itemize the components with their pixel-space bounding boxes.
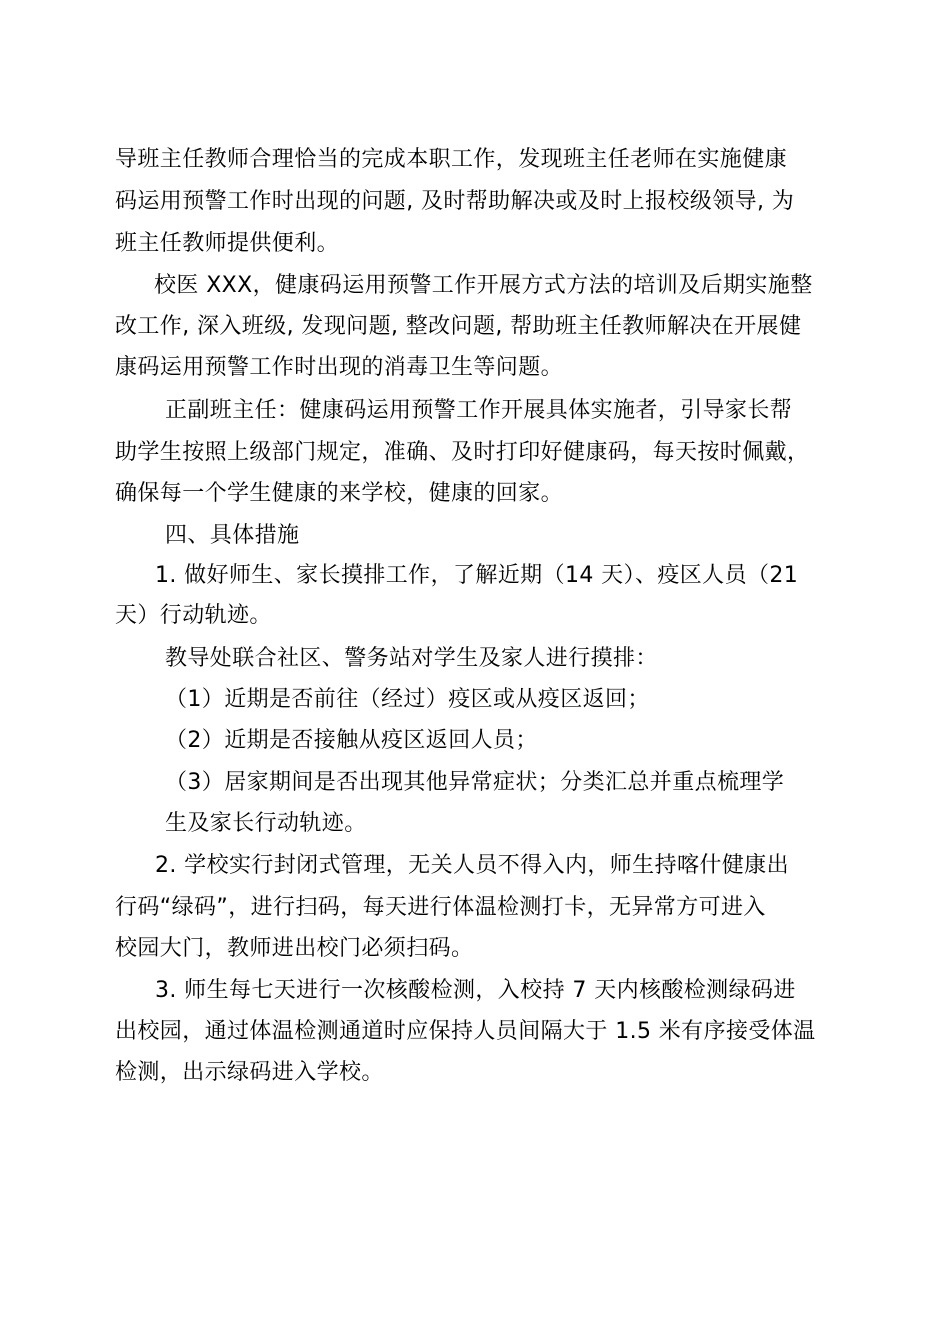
paragraph-2-line-3: 康码运用预警工作时出现的消毒卫生等问题。: [115, 355, 564, 380]
paragraph-1-line-1: 导班主任教师合理恰当的完成本职工作，发现班主任老师在实施健康: [115, 147, 788, 172]
paragraph-1-line-3: 班主任教师提供便利。: [115, 231, 340, 256]
paragraph-3-line-3: 确保每一个学生健康的来学校，健康的回家。: [115, 481, 564, 506]
sub-item-3-line-2: 生及家长行动轨迹。: [165, 811, 367, 836]
item-1-line-1: 1. 做好师生、家长摸排工作，了解近期（14 天）、疫区人员（21: [155, 563, 799, 588]
item-1-line-2: 天）行动轨迹。: [115, 603, 272, 628]
item-3-line-3: 检测，出示绿码进入学校。: [115, 1060, 384, 1085]
item-3-line-2: 出校园，通过体温检测通道时应保持人员间隔大于 1.5 米有序接受体温: [115, 1019, 816, 1044]
sub-item-1: （1）近期是否前往（经过）疫区或从疫区返回；: [165, 687, 650, 712]
item-2-line-2: 行码“绿码”，进行扫码，每天进行体温检测打卡，无异常方可进入: [115, 895, 766, 920]
item-2-line-3: 校园大门，教师进出校门必须扫码。: [115, 936, 474, 961]
paragraph-2-line-2: 改工作, 深入班级, 发现问题, 整改问题, 帮助班主任教师解决在开展健: [115, 314, 802, 339]
section-heading: 四、具体措施: [165, 523, 300, 548]
paragraph-2-line-1: 校医 XXX，健康码运用预警工作开展方式方法的培训及后期实施整: [154, 273, 813, 298]
item-2-line-1: 2. 学校实行封闭式管理，无关人员不得入内，师生持喀什健康出: [155, 853, 789, 878]
sub-item-3-line-1: （3）居家期间是否出现其他异常症状；分类汇总并重点梳理学: [165, 770, 785, 795]
paragraph-3-line-1: 正副班主任：健康码运用预警工作开展具体实施者，引导家长帮: [165, 398, 793, 423]
sub-item-2: （2）近期是否接触从疫区返回人员；: [165, 728, 538, 753]
item-1-intro: 教导处联合社区、警务站对学生及家人进行摸排：: [165, 646, 658, 671]
paragraph-1-line-2: 码运用预警工作时出现的问题, 及时帮助解决或及时上报校级领导, 为: [115, 189, 795, 214]
paragraph-3-line-2: 助学生按照上级部门规定，准确、及时打印好健康码，每天按时佩戴，: [115, 440, 810, 465]
item-3-line-1: 3. 师生每七天进行一次核酸检测，入校持 7 天内核酸检测绿码进: [155, 978, 796, 1003]
